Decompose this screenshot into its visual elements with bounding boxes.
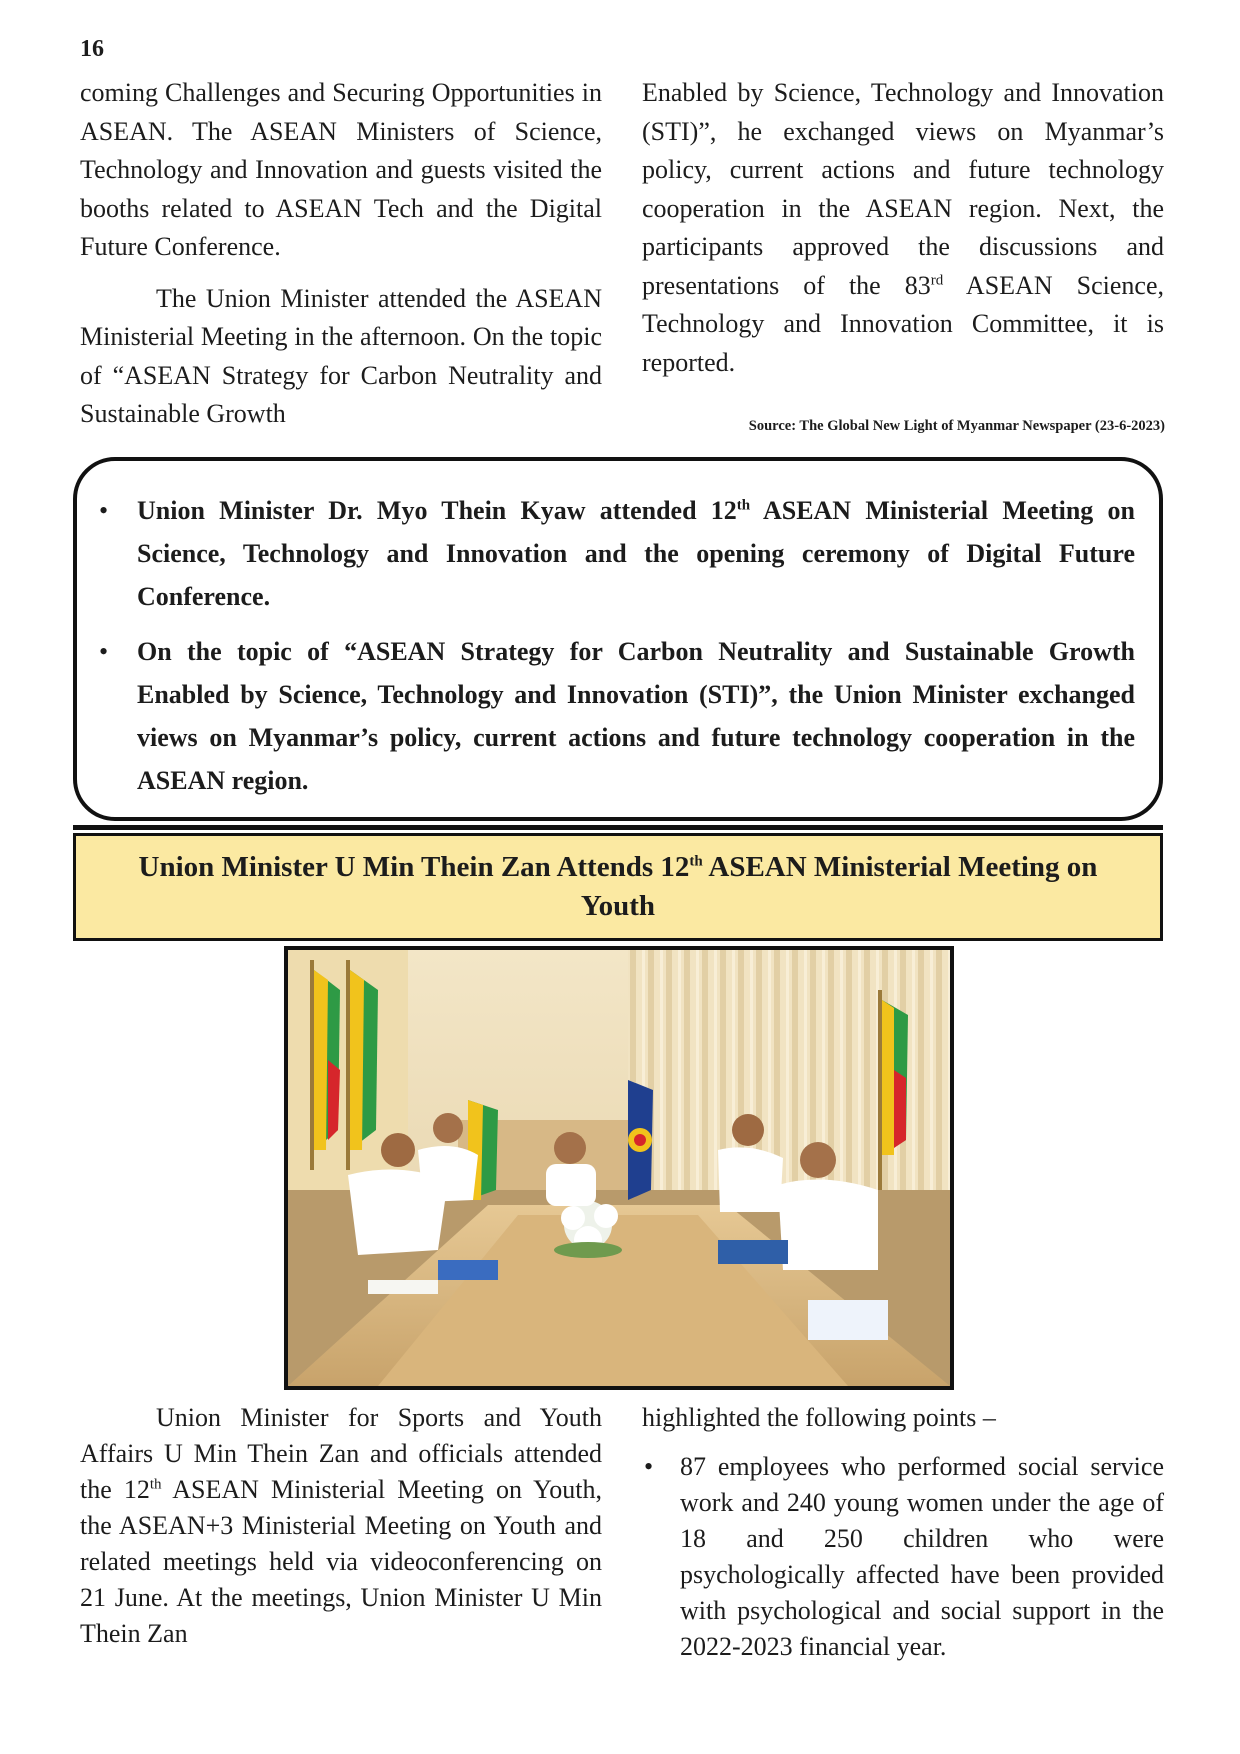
superscript: th: [149, 1476, 162, 1493]
superscript: th: [689, 853, 703, 870]
paragraph: coming Challenges and Securing Opportunities in ASEAN. The ASEAN Ministers of Science, Technology and Innovation and guests visited the booths related to ASEAN Tech and the Digital Future Conference.: [80, 78, 602, 261]
paragraph: Union Minister for Sports and Youth Affairs U Min Thein Zan and officials attended the 12th ASEAN Ministerial Meeting on Youth, the ASEAN+3 Ministerial Meeting on Youth and related meetings held via videoconferencing on 21 June. At the meetings, Union Minister U Min Thein Zan: [80, 1403, 602, 1648]
bottom-left-column: [80, 1400, 602, 1665]
bottom-right-column: [642, 1400, 1164, 1665]
paragraph: highlighted the following points –: [642, 1403, 996, 1432]
highlights-box: [73, 457, 1163, 821]
list-item: • 87 employees who performed social service work and 240 young women under the age of 18 and 250 children who were psychologically affected have been provided with psychological and social support in the 2022-2023 financial year.: [642, 1449, 1164, 1665]
article-title: Union Minister U Min Thein Zan Attends 12th ASEAN Ministerial Meeting on Youth: [73, 833, 1163, 941]
meeting-photo: [284, 946, 954, 1390]
highlight-item: • Union Minister Dr. Myo Thein Kyaw attended 12th ASEAN Ministerial Meeting on Science, Technology and Innovation and the opening ceremony of Digital Future Conference.: [137, 489, 1135, 618]
superscript: th: [736, 497, 751, 514]
page-number: 16: [80, 36, 104, 62]
top-right-column: [642, 74, 1164, 395]
source-citation: Source: The Global New Light of Myanmar Newspaper (23-6-2023): [748, 418, 1165, 434]
highlight-item: • On the topic of “ASEAN Strategy for Carbon Neutrality and Sustainable Growth Enabled by Science, Technology and Innovation (STI)”, the Union Minister exchanged views on Myanmar’s policy, current actions and future technology cooperation in the ASEAN region.: [137, 630, 1135, 802]
paragraph: Enabled by Science, Technology and Innovation (STI)”, he exchanged views on Myanmar’s policy, current actions and future technology cooperation in the ASEAN region. Next, the participants approved the discussions and presentations of the 83rd ASEAN Science, Technology and Innovation Committee, it is reported.: [642, 78, 1164, 377]
top-left-column: [80, 74, 602, 447]
section-divider: [73, 825, 1163, 830]
paragraph: The Union Minister attended the ASEAN Ministerial Meeting in the afternoon. On the topic of “ASEAN Strategy for Carbon Neutrality and Sustainable Growth: [80, 283, 602, 428]
superscript: rd: [930, 271, 944, 288]
